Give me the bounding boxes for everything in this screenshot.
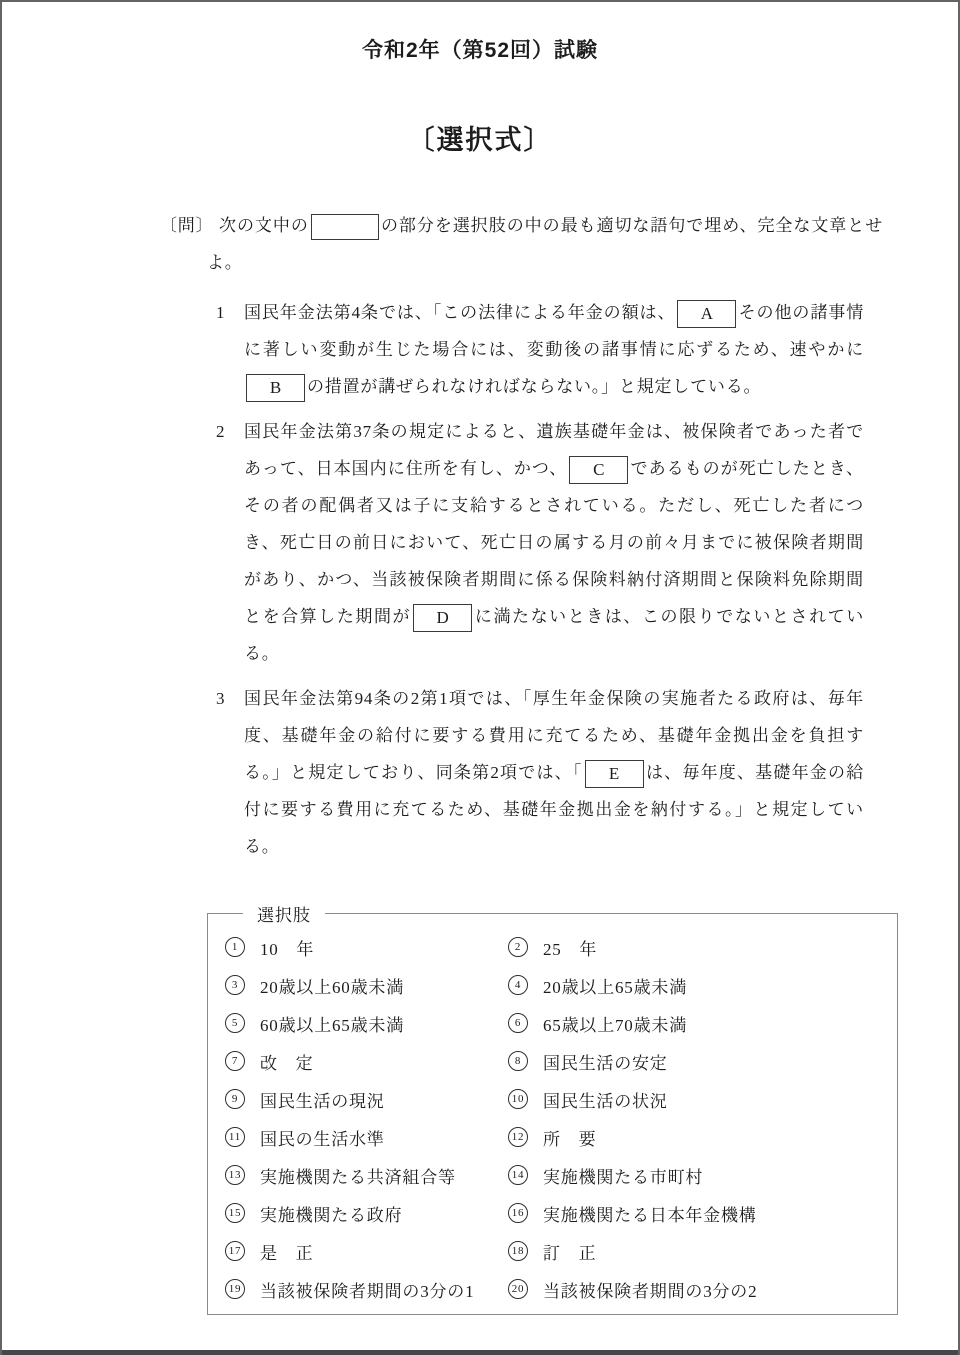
page-bottom-bar bbox=[2, 1350, 958, 1355]
choice-item-10 bbox=[508, 1080, 897, 1118]
choice-item-4 bbox=[508, 966, 897, 1004]
choice-number-circle: 12 bbox=[508, 1127, 528, 1147]
choice-item-9 bbox=[225, 1080, 508, 1118]
choice-item-14 bbox=[508, 1156, 897, 1194]
choice-number-circle: 4 bbox=[508, 975, 528, 995]
choice-number-circle: 16 bbox=[508, 1203, 528, 1223]
choice-number-circle: 13 bbox=[225, 1165, 245, 1185]
choice-item-20 bbox=[508, 1270, 897, 1308]
choice-label: 国民生活の現況 bbox=[260, 1091, 385, 1111]
answer-blank-B: B bbox=[246, 374, 305, 402]
question-text: 国民年金法第4条では、「この法律による年金の額は、 A その他の諸事情に著しい変動が生じた場合には、変動後の諸事情に応ずるため、速やかにB の措置が講ぜられなければならない。」と規定している。 bbox=[244, 294, 864, 405]
choice-label: 20歳以上60歳未満 bbox=[260, 977, 404, 997]
choice-label: 25 年 bbox=[543, 939, 598, 959]
instruction-text-after-blank: の部分を選択肢の中の最も適切な語句で埋め、完全な文章とせよ。 bbox=[207, 216, 884, 272]
choice-item-6 bbox=[508, 1004, 897, 1042]
choice-number-circle: 11 bbox=[225, 1127, 245, 1147]
choice-number-circle: 7 bbox=[225, 1051, 245, 1071]
choice-item-15 bbox=[225, 1194, 508, 1232]
choice-item-13 bbox=[225, 1156, 508, 1194]
choice-number-circle: 3 bbox=[225, 975, 245, 995]
choice-number-circle: 15 bbox=[225, 1203, 245, 1223]
choice-item-19 bbox=[225, 1270, 508, 1308]
answer-blank-C: C bbox=[569, 456, 628, 484]
choice-item-3 bbox=[225, 966, 508, 1004]
choice-number-circle: 1 bbox=[225, 937, 245, 957]
choice-item-1 bbox=[225, 928, 508, 966]
choice-number-circle: 2 bbox=[508, 937, 528, 957]
question-instruction-label: 〔問〕 bbox=[160, 216, 214, 235]
choice-label: 当該被保険者期間の3分の1 bbox=[260, 1281, 475, 1301]
choice-item-17 bbox=[225, 1232, 508, 1270]
choice-label: 実施機関たる政府 bbox=[260, 1205, 403, 1225]
question-number: 1 bbox=[216, 303, 226, 322]
choice-label: 10 年 bbox=[260, 939, 315, 959]
choice-label: 65歳以上70歳未満 bbox=[543, 1015, 687, 1035]
choice-number-circle: 8 bbox=[508, 1051, 528, 1071]
choice-number-circle: 10 bbox=[508, 1089, 528, 1109]
question-item-1 bbox=[216, 294, 864, 405]
question-item-2 bbox=[216, 413, 864, 672]
choice-label: 是 正 bbox=[260, 1243, 314, 1263]
choice-item-18 bbox=[508, 1232, 897, 1270]
choice-label: 改 定 bbox=[260, 1053, 314, 1073]
choice-item-16 bbox=[508, 1194, 897, 1232]
choice-label: 国民生活の安定 bbox=[543, 1053, 668, 1073]
question-text: 国民年金法第94条の2第1項では、「厚生年金保険の実施者たる政府は、毎年度、基礎年金の給付に要する費用に充てるため、基礎年金拠出金を負担する。」と規定しており、同条第2項では、「 E は、毎年度、基礎年金の給付に要する費用に充てるため、基礎年金拠出金を納付する。」と規定している。 bbox=[244, 689, 864, 856]
choice-number-circle: 5 bbox=[225, 1013, 245, 1033]
choice-number-circle: 18 bbox=[508, 1241, 528, 1261]
choice-label: 実施機関たる日本年金機構 bbox=[543, 1205, 757, 1225]
instruction-text-before-blank: 次の文中の bbox=[219, 216, 309, 235]
choice-label: 60歳以上65歳未満 bbox=[260, 1015, 404, 1035]
answer-blank-D: D bbox=[413, 604, 472, 632]
section-title: 〔選択式〕 bbox=[407, 125, 553, 155]
choice-item-8 bbox=[508, 1042, 897, 1080]
choice-number-circle: 19 bbox=[225, 1279, 245, 1299]
choice-number-circle: 14 bbox=[508, 1165, 528, 1185]
question-text: 国民年金法第37条の規定によると、遺族基礎年金は、被保険者であった者であって、日本国内に住所を有し、かつ、 C であるものが死亡したとき、その者の配偶者又は子に支給するとされている。ただし、死亡した者につき、死亡日の前日において、死亡日の属する月の前々月までに被保険者期間があり、かつ、当該被保険者期間に係る保険料納付済期間と保険料免除期間とを合算した期間が D に満たないときは、この限りでないとされている。 bbox=[244, 422, 864, 663]
choice-label: 国民生活の状況 bbox=[543, 1091, 668, 1111]
questions-list bbox=[2, 294, 958, 865]
choice-number-circle: 9 bbox=[225, 1089, 245, 1109]
choice-label: 訂 正 bbox=[543, 1243, 597, 1263]
exam-title: 令和2年（第52回）試験 bbox=[361, 39, 599, 62]
question-item-3 bbox=[216, 680, 864, 865]
answer-blank-sample bbox=[311, 214, 379, 240]
choice-number-circle: 6 bbox=[508, 1013, 528, 1033]
choice-item-5 bbox=[225, 1004, 508, 1042]
question-instruction-text bbox=[207, 207, 883, 281]
choices-box bbox=[207, 901, 898, 1315]
choice-label: 実施機関たる市町村 bbox=[543, 1167, 704, 1187]
question-number: 2 bbox=[216, 422, 226, 441]
choice-item-11 bbox=[225, 1118, 508, 1156]
choice-label: 20歳以上65歳未満 bbox=[543, 977, 687, 997]
choice-label: 当該被保険者期間の3分の2 bbox=[543, 1281, 758, 1301]
choice-label: 所 要 bbox=[543, 1129, 597, 1149]
choice-number-circle: 20 bbox=[508, 1279, 528, 1299]
answer-blank-E: E bbox=[585, 760, 644, 788]
choices-box-label: 選択肢 bbox=[257, 906, 311, 925]
choices-grid bbox=[208, 926, 897, 1308]
choice-item-12 bbox=[508, 1118, 897, 1156]
choice-item-2 bbox=[508, 928, 897, 966]
question-number: 3 bbox=[216, 689, 226, 708]
choice-number-circle: 17 bbox=[225, 1241, 245, 1261]
choice-label: 国民の生活水準 bbox=[260, 1129, 385, 1149]
choice-item-7 bbox=[225, 1042, 508, 1080]
answer-blank-A: A bbox=[677, 300, 736, 328]
question-instruction bbox=[160, 207, 883, 281]
choice-label: 実施機関たる共済組合等 bbox=[260, 1167, 456, 1187]
